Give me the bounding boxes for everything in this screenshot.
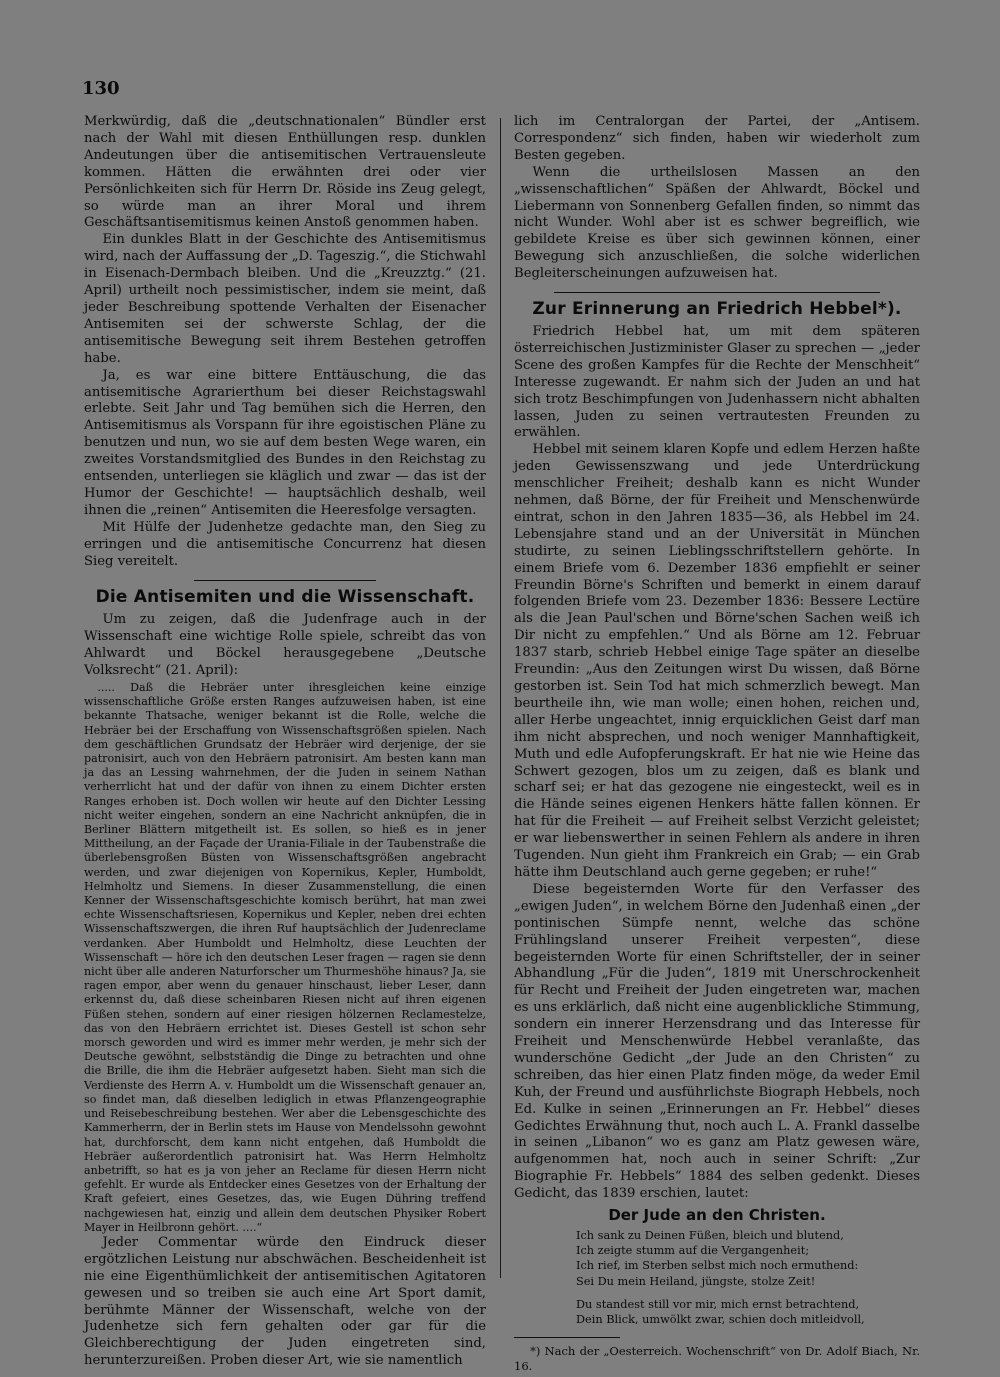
paragraph-dark-page: Ein dunkles Blatt in der Geschichte des Antisemitismus wird, nach der Auffassung der „D. Tageszig.“, die Stichwahl in Eisenach-Dermbach bleiben. Und die „Kreuzztg.“ (21. April) urtheilt noch pessimistischer, indem sie meint, daß jeder Beschreibung spottende Verhalten der Eisenacher Antisemiten sei der schwerste Schlag, der die antisemitische Bewegung seit ihrem Bestehen getroffen habe. (84, 232, 486, 366)
stanza-gap (576, 1289, 920, 1297)
column-divider (500, 118, 501, 1278)
hebbel-paragraph-1: Friedrich Hebbel hat, um mit dem späteren österreichischen Justizminister Glaser zu sprechen — „jeder Scene des großen Kampfes für die Rechte der Menschheit“ Interesse zugewandt. Er nahm sich der Juden an und hat sich trotz Beschimpfungen von Judenhassern nicht abhalten lassen, Juden zu seinen vertrautesten Freunden zu erwählen. (514, 323, 920, 441)
hebbel-paragraph-3: Diese begeisternden Worte für den Verfasser des „ewigen Juden“, in welchem Börne den Judenhaß einen „der pontinischen Sümpfe nennt, welche das schöne Frühlingsland unserer Freiheit verpesten“, diese begeisternden Worte für einen Schriftsteller, der in seiner Abhandlung „Für die Juden“, 1819 mit Unerschrockenheit für Recht und Freiheit der Juden eingetreten war, machen es uns erklärlich, daß nicht eine augenblickliche Stimmung, sondern ein innerer Herzensdrang und das Interesse für Freiheit und Menschenwürde Hebbel veranlaßte, das wunderschöne Gedicht „der Jude an den Christen“ zu schreiben, das hier einen Platz finden möge, da weder Emil Kuh, der Freund und ausführlichste Biograph Hebbels, noch Ed. Kulke in seinen „Erinnerungen an Fr. Hebbel“ dieses Gedichtes Erwähnung thut, noch auch L. A. Frankl dasselbe in seinen „Libanon“ wo es ganz am Platz gewesen wäre, aufgenommen hat, noch auch in seiner Schrift: „Zur Biographie Fr. Hebbels“ 1884 des selben gedenkt. Dieses Gedicht, das 1839 erschien, lautet: (514, 881, 920, 1202)
paragraph-disappointment: Ja, es war eine bittere Enttäuschung, die das antisemitische Agrarierthum bei dieser Reichstagswahl erlebte. Seit Jahr und Tag bemühen sich die Herren, den Antisemitismus als Vorspann für ihre egoistischen Pläne zu benutzen und nun, wo sie auf dem besten Wege waren, ein zweites Vorstandsmitglied des Bundes in den Reichstag zu entsenden, unterliegen sie kläglich und zwar — das ist der Humor der Geschichte! — hauptsächlich deshalb, weil ihnen die „reinen“ Antisemiten die Heeresfolge versagten. (84, 367, 486, 518)
continuation-paragraph: lich im Centralorgan der Partei, der „Antisem. Correspondenz“ sich finden, haben wir wiederholt zum Besten gegeben. (514, 114, 920, 163)
paragraph-masses: Wenn die urtheilslosen Massen an den „wissenschaftlichen“ Späßen der Ahlwardt, Böckel und Liebermann von Sonnenberg Gefallen finden, so nimmt das nicht Wunder. Wohl aber ist es schwer begreiflich, wie gebildete Kreise es über sich gewinnen können, einer Bewegung sich anzuschließen, die solche widerlichen Begleiterscheinungen aufzuweisen hat. (514, 164, 920, 282)
poem-line: Ich sank zu Deinen Füßen, bleich und blutend, (576, 1229, 844, 1242)
closing-paragraph: Jeder Commentar würde den Eindruck dieser ergötzlichen Leistung nur abschwächen. Bescheidenheit ist nie eine Eigenthümlichkeit der antisemitischen Agitatoren gewesen und so treiben sie auch eine Art Sport damit, berühmte Männer der Wissenschaft, welche von der Judenhetze sich fern gehalten oder gar für die Gleichberechtigung der Juden eingetreten sind, herunterzureißen. Proben dieser Art, wie sie namentlich (84, 1234, 486, 1369)
poem-line: Du standest still vor mir, mich ernst betrachtend, (576, 1297, 860, 1311)
poem-line: Dein Blick, umwölkt zwar, schien doch mitleidvoll, (576, 1313, 865, 1327)
footnote-rule (514, 1337, 620, 1338)
footnote: *) Nach der „Oesterreich. Wochenschrift“ von Dr. Adolf Biach, Nr. 16. (514, 1344, 920, 1374)
poem (576, 1228, 920, 1327)
section-rule (554, 292, 880, 293)
poem-line: Sei Du mein Heiland, jüngste, stolze Zeit! (576, 1274, 816, 1288)
right-column (514, 114, 920, 1374)
poem-line: Ich zeigte stumm auf die Vergangenheit; (576, 1244, 810, 1258)
block-quote (84, 681, 486, 1235)
quote-text: ..... Daß die Hebräer unter ihresgleichen keine einzige wissenschaftliche Größe ersten Ranges aufzuweisen haben, ist eine bekannte Thatsache, weniger bekannt ist die Rolle, welche die Hebräer bei der Erschaffung von Wissenschaftsgrößen spielen. Nach dem geschäftlichen Grundsatz der Hebräer wird derjenige, der sie patronisirt, auch von den Hebräern patronisirt. Am besten kann man ja das an Lessing wahrnehmen, der die Juden in seinem Nathan verherrlicht hat und der dafür von ihnen zu einem Dichter ersten Ranges erhoben ist. Doch wollen wir heute auf den Dichter Lessing nicht weiter eingehen, sondern an eine Nachricht anknüpfen, die in Berliner Blättern mitgetheilt ist. Es sollen, so hieß es in jener Mittheilung, an der Façade der Urania-Filiale in der Taubenstraße die überlebensgroßen Büsten von Wissenschaftsgrößen angebracht werden, und zwar diejenigen von Kopernikus, Kepler, Humboldt, Helmholtz und Siemens. In dieser Zusammenstellung, die einen Kenner der Wissenschaftsgeschichte komisch berührt, hat man zwei echte Wissenschaftsriesen, Kopernikus und Kepler, neben drei echten Wissenschaftszwergen, die ihren Ruf hauptsächlich der Judenreclame verdanken. Aber Humboldt und Helmholtz, diese Leuchten der Wissenschaft — höre ich den deutschen Leser fragen — ragen sie denn nicht über alle anderen Naturforscher um Thurmeshöhe hinaus? Ja, sie ragen empor, aber wenn du genauer hinschaust, lieber Leser, dann erkennst du, daß diese scheinbaren Riesen nicht auf ihren eigenen Füßen stehen, sondern auf einer riesigen hölzernen Reclamestelze, das von den Hebräern errichtet ist. Dieses Gestell ist schon sehr morsch geworden und wird es immer mehr werden, je mehr sich der Deutsche gewöhnt, selbstständig die Dinge zu betrachten und ohne die Brille, die ihm die Hebräer aufgesetzt haben. Sieht man sich die Verdienste des Herrn A. v. Humboldt um die Wissenschaft genauer an, so findet man, daß dieselben lediglich in etwas Pflanzengeographie und Reisebeschreibung bestehen. Wer aber die Lebensgeschichte des Kammerherrn, der in Berlin stets im Hause von Mendelssohn gewohnt hat, durchforscht, dem kann nicht entgehen, daß Humboldt die Hebräer außerordentlich patronisirt hat. Was Herrn Helmholtz anbetrifft, so hat es ja von jeher an Reclame für diesen Herrn nicht gefehlt. Er wurde als Entdecker eines Gesetzes von der Erhaltung der Kraft gefeiert, eines Gesetzes, das, wie Eugen Dühring treffend nachgewiesen hat, einzig und allein dem deutschen Physiker Robert Mayer in Heilbronn gehört. ....“ (84, 681, 486, 1234)
section-heading-hebbel: Zur Erinnerung an Friedrich Hebbel*). (532, 299, 902, 320)
page-number: 130 (82, 78, 120, 99)
left-column (84, 114, 486, 1370)
poem-line: Ich rief, im Sterben selbst mich noch ermuthend: (576, 1259, 859, 1273)
section-heading-science: Die Antisemiten und die Wissenschaft. (95, 587, 475, 608)
intro-paragraph: Merkwürdig, daß die „deutschnationalen“ Bündler erst nach der Wahl mit diesen Enthüllungen resp. dunklen Andeutungen über die antisemitischen Vertrauensleute kommen. Hätten die erwähnten drei oder vier Persönlichkeiten sich für Herrn Dr. Röside ins Zeug gelegt, so würde man an ihrer Moral und ihrem Geschäftsantisemitismus keinen Anstoß genommen haben. (84, 114, 486, 231)
hebbel-paragraph-2: Hebbel mit seinem klaren Kopfe und edlem Herzen haßte jeden Gewissenszwang und jede Unterdrückung menschlicher Freiheit; deshalb kann es nicht Wunder nehmen, daß Börne, der für Freiheit und Menschenwürde eintrat, schon in den Jahren 1835—36, als Hebbel im 24. Lebensjahre stand und an der Universität in München studirte, zu seinen Lieblingsschriftstellern gehörte. In einem Briefe vom 6. Dezember 1836 empfiehlt er seiner Freundin Börne's Schriften und bemerkt in einem darauf folgenden Briefe vom 23. Dezember 1836: Bessere Lectüre als die Jean Paul'schen und Börne'schen Sachen weiß ich Dir nicht zu empfehlen.“ Und als Börne am 12. Februar 1837 starb, schrieb Hebbel einige Tage später an dieselbe Freundin: „Aus den Zeitungen wirst Du wissen, daß Börne gestorben ist. Sein Tod hat mich schmerzlich bewegt. Man beurtheile ihn, wie man wolle; einen hohen, reichen und, aller Herbe ungeachtet, innig erquicklichen Geist darf man ihm nicht absprechen, und noch weniger Mannhaftigkeit, Muth und edle Aufopferungskraft. Er hat nie wie Heine das Schwert gezogen, blos um zu zeigen, daß es blank und scharf sei; er hat das gezogene nie eingesteckt, weil es in die Hände seines eigenen Henkers hätte fallen können. Er hat für die Freiheit — auf Freiheit selbst Verzicht geleistet; er war liebenswerther in seinen Fehlern als andere in ihren Tugenden. Nun gieht ihm Frankreich ein Grab; — ein Grab hätte ihm Deutschland auch gerne gegeben; er ruhe!“ (514, 442, 920, 880)
poem-title: Der Jude an den Christen. (608, 1206, 826, 1225)
paragraph-judenhetze: Mit Hülfe der Judenhetze gedachte man, den Sieg zu erringen und die antisemitische Concurrenz hat diesen Sieg vereitelt. (84, 519, 486, 569)
section-intro: Um zu zeigen, daß die Judenfrage auch in der Wissenschaft eine wichtige Rolle spiele, schreibt das von Ahlwardt und Böckel herausgegebene „Deutsche Volksrecht“ (21. April): (84, 612, 486, 679)
section-rule (194, 580, 376, 581)
